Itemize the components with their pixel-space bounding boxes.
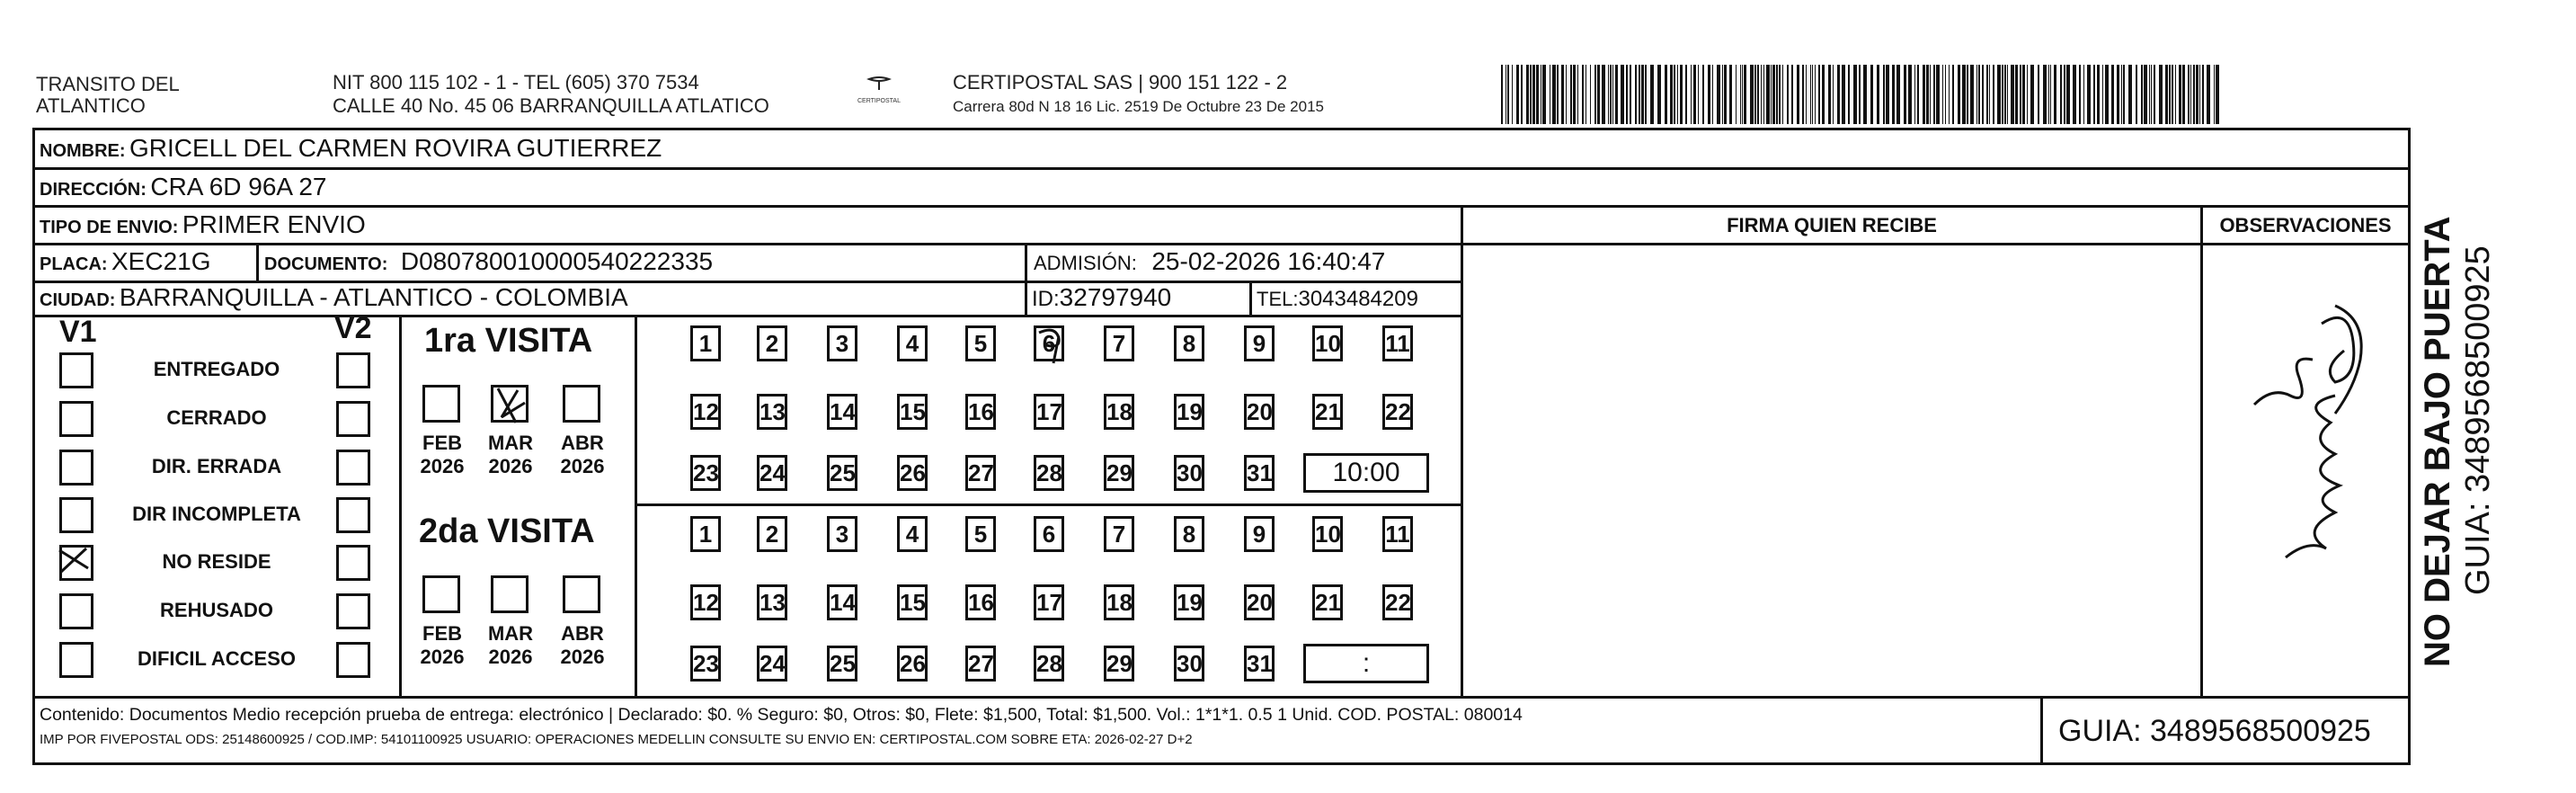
day-box[interactable]: 1: [690, 325, 721, 361]
month-year: 2026: [420, 455, 465, 477]
status-option-label: ENTREGADO: [153, 358, 280, 380]
id-label: ID:: [1032, 287, 1060, 311]
day-box[interactable]: 21: [1312, 584, 1343, 620]
documento-value: D080780010000540222335: [400, 247, 714, 275]
id-value: 32797940: [1059, 283, 1172, 311]
day-box[interactable]: 29: [1104, 455, 1134, 491]
day-box[interactable]: 7: [1104, 325, 1134, 361]
day-box[interactable]: 25: [827, 455, 857, 491]
month-year: 2026: [560, 455, 605, 477]
documento-field: [264, 245, 713, 282]
day-box[interactable]: 18: [1104, 394, 1134, 430]
org-name-line2: ATLANTICO: [36, 94, 146, 117]
month-mark: [489, 381, 534, 432]
tel-value: 3043484209: [1298, 287, 1418, 311]
month-label: [555, 622, 609, 669]
v1-label: V1: [59, 315, 97, 349]
visit-divider-v: [635, 315, 637, 696]
sig-header-bottom: [1463, 243, 2411, 245]
day-box[interactable]: 28: [1034, 646, 1064, 682]
day-box[interactable]: 21: [1312, 394, 1343, 430]
v2-checkbox[interactable]: [336, 450, 370, 486]
footer-line1: Contenido: Documentos Medio recepción prueba de entrega: electrónico | Declarado: $0. % Seguro: $0, Otros: $0, Flete: $1,500, Total: $1,500. Vol.: 1*1*1. 0.5 1 Unid. COD. POSTAL: 080014: [40, 705, 1523, 725]
month-label: [555, 432, 609, 478]
visit-title: 1ra VISITA: [424, 322, 593, 360]
status-option-label: REHUSADO: [160, 599, 273, 621]
day-box[interactable]: 14: [827, 394, 857, 430]
day-box[interactable]: 24: [757, 455, 787, 491]
day-box[interactable]: 15: [897, 394, 928, 430]
admision-field: [1034, 245, 1385, 282]
v2-label: V2: [334, 311, 372, 345]
license-line: Carrera 80d N 18 16 Lic. 2519 De Octubre 23 De 2015: [953, 98, 1324, 115]
day-box[interactable]: 5: [965, 325, 996, 361]
day-box[interactable]: 30: [1174, 455, 1204, 491]
day-box[interactable]: 29: [1104, 646, 1134, 682]
side-guia: GUIA: 3489568500925: [2459, 245, 2497, 595]
day-box[interactable]: 4: [897, 325, 928, 361]
day-box[interactable]: 23: [690, 455, 721, 491]
day-box[interactable]: 6: [1034, 325, 1064, 361]
day-box[interactable]: 10: [1312, 516, 1343, 552]
nit-line: NIT 800 115 102 - 1 - TEL (605) 370 7534: [333, 71, 699, 94]
certipostal-logo: [852, 76, 906, 105]
barcode: [1501, 65, 2229, 124]
tipo-envio-label: TIPO DE ENVIO:: [40, 218, 179, 237]
frame-top: [32, 128, 2411, 130]
day-box[interactable]: 16: [965, 394, 996, 430]
day-box[interactable]: 30: [1174, 646, 1204, 682]
day-box[interactable]: 28: [1034, 455, 1064, 491]
time-box[interactable]: :: [1303, 644, 1429, 683]
day-box[interactable]: 22: [1382, 584, 1413, 620]
admision-divider: [1025, 243, 1027, 315]
day-box[interactable]: 5: [965, 516, 996, 552]
tipo-envio-field: [40, 209, 366, 245]
direccion-value: CRA 6D 96A 27: [150, 173, 327, 200]
day-box[interactable]: 11: [1382, 325, 1413, 361]
day-box[interactable]: 24: [757, 646, 787, 682]
status-option-label: DIR INCOMPLETA: [132, 503, 301, 525]
signature-scribble: [2200, 270, 2407, 611]
documento-label: DOCUMENTO:: [264, 254, 388, 274]
day-box[interactable]: 31: [1244, 455, 1275, 491]
tel-field: [1257, 283, 1418, 318]
day-box[interactable]: 1: [690, 516, 721, 552]
day-box[interactable]: 26: [897, 646, 928, 682]
placa-field: [40, 245, 211, 282]
day-box[interactable]: 19: [1174, 584, 1204, 620]
month-name: FEB: [422, 622, 462, 645]
day-box[interactable]: 13: [757, 394, 787, 430]
firma-header: FIRMA QUIEN RECIBE: [1727, 214, 1937, 236]
nombre-label: NOMBRE:: [40, 141, 126, 161]
time-box[interactable]: 10:00: [1303, 453, 1429, 493]
frame-bottom: [32, 762, 2411, 765]
day-box[interactable]: 15: [897, 584, 928, 620]
no-dejar-warning: NO DEJAR BAJO PUERTA: [2418, 216, 2457, 667]
v2-checkbox[interactable]: [336, 401, 370, 437]
placa-divider: [256, 243, 259, 281]
day-box[interactable]: 9: [1244, 516, 1275, 552]
month-label: [415, 622, 469, 669]
row-line-2: [32, 205, 2411, 208]
month-label: [415, 432, 469, 478]
direccion-label: DIRECCIÓN:: [40, 180, 147, 200]
day-box[interactable]: 31: [1244, 646, 1275, 682]
frame-right: [2408, 128, 2411, 765]
month-checkbox[interactable]: [563, 385, 600, 423]
id-field: [1032, 281, 1171, 318]
day-box[interactable]: 17: [1034, 394, 1064, 430]
placa-label: PLACA:: [40, 254, 108, 274]
visit-divider: [635, 503, 1463, 506]
logo-text: CERTIPOSTAL: [857, 98, 901, 104]
day-box[interactable]: 18: [1104, 584, 1134, 620]
nombre-field: [40, 132, 662, 169]
day-box[interactable]: 23: [690, 646, 721, 682]
month-name: ABR: [561, 622, 604, 645]
org-name-line1: TRANSITO DEL: [36, 73, 180, 95]
month-checkbox[interactable]: [491, 575, 529, 613]
tel-divider: [1249, 281, 1252, 315]
day-box[interactable]: 8: [1174, 516, 1204, 552]
ciudad-value: BARRANQUILLA - ATLANTICO - COLOMBIA: [119, 283, 628, 311]
ciudad-label: CIUDAD:: [40, 290, 116, 310]
day-box[interactable]: 2: [757, 516, 787, 552]
v1-checkbox[interactable]: [59, 401, 93, 437]
month-label: [484, 622, 537, 669]
day-box[interactable]: 12: [690, 584, 721, 620]
direccion-field: [40, 171, 326, 208]
month-name: MAR: [487, 622, 534, 645]
frame-left: [32, 128, 35, 765]
day-box[interactable]: 7: [1104, 516, 1134, 552]
admision-value: 25-02-2026 16:40:47: [1151, 247, 1386, 275]
day-box[interactable]: 20: [1244, 394, 1275, 430]
day-box[interactable]: 3: [827, 516, 857, 552]
month-name: FEB: [422, 432, 462, 454]
v2-checkbox[interactable]: [336, 497, 370, 533]
day-box[interactable]: 27: [965, 646, 996, 682]
month-year: 2026: [488, 455, 533, 477]
day-box[interactable]: 13: [757, 584, 787, 620]
v1-checkbox[interactable]: [59, 497, 93, 533]
day-box[interactable]: 4: [897, 516, 928, 552]
day-box[interactable]: 6: [1034, 516, 1064, 552]
footer-guia-divider: [2040, 696, 2043, 762]
status-option-label: DIFICIL ACCESO: [137, 647, 296, 670]
day-mark: [1032, 322, 1071, 367]
day-box[interactable]: 14: [827, 584, 857, 620]
day-box[interactable]: 10: [1312, 325, 1343, 361]
day-box[interactable]: 12: [690, 394, 721, 430]
status-option-label: NO RESIDE: [162, 550, 271, 573]
month-year: 2026: [420, 646, 465, 668]
admision-label: ADMISIÓN:: [1034, 252, 1137, 274]
day-box[interactable]: 27: [965, 455, 996, 491]
day-box[interactable]: 22: [1382, 394, 1413, 430]
day-box[interactable]: 3: [827, 325, 857, 361]
address-line: CALLE 40 No. 45 06 BARRANQUILLA ATLATICO: [333, 94, 769, 117]
day-box[interactable]: 26: [897, 455, 928, 491]
month-year: 2026: [560, 646, 605, 668]
v1-checkbox[interactable]: [59, 642, 93, 678]
day-box[interactable]: 8: [1174, 325, 1204, 361]
day-box[interactable]: 2: [757, 325, 787, 361]
v1-checkbox[interactable]: [59, 352, 93, 388]
day-box[interactable]: 11: [1382, 516, 1413, 552]
day-box[interactable]: 16: [965, 584, 996, 620]
nombre-value: GRICELL DEL CARMEN ROVIRA GUTIERREZ: [129, 134, 662, 162]
v2-checkbox[interactable]: [336, 352, 370, 388]
tipo-envio-value: PRIMER ENVIO: [182, 210, 366, 238]
day-box[interactable]: 20: [1244, 584, 1275, 620]
status-divider: [399, 315, 402, 696]
v2-checkbox[interactable]: [336, 545, 370, 581]
observaciones-header: OBSERVACIONES: [2219, 214, 2392, 236]
day-box[interactable]: 17: [1034, 584, 1064, 620]
sig-left: [1461, 205, 1463, 696]
day-box[interactable]: 25: [827, 646, 857, 682]
v1-checkbox[interactable]: [59, 593, 93, 629]
day-box[interactable]: 19: [1174, 394, 1204, 430]
visit-title: 2da VISITA: [419, 512, 595, 550]
month-name: MAR: [487, 432, 534, 454]
day-box[interactable]: 9: [1244, 325, 1275, 361]
logo-icon: [866, 76, 893, 94]
v2-checkbox[interactable]: [336, 593, 370, 629]
status-option-label: CERRADO: [166, 406, 267, 429]
frame-bottom-table: [32, 696, 2411, 699]
company-line: CERTIPOSTAL SAS | 900 151 122 - 2: [953, 71, 1288, 94]
v2-checkbox[interactable]: [336, 642, 370, 678]
v1-checkbox[interactable]: [59, 450, 93, 486]
month-checkbox[interactable]: [422, 575, 460, 613]
month-label: [484, 432, 537, 478]
status-option-label: DIR. ERRADA: [151, 455, 282, 477]
footer-line2: IMP POR FIVEPOSTAL ODS: 25148600925 / COD.IMP: 54101100925 USUARIO: OPERACIONES MEDELLIN CONSULTE SU ENVIO EN: CERTIPOSTAL.COM SOBRE ETA: 2026-02-27 D+2: [40, 732, 1193, 747]
month-name: ABR: [561, 432, 604, 454]
month-checkbox[interactable]: [422, 385, 460, 423]
month-checkbox[interactable]: [563, 575, 600, 613]
tel-label: TEL:: [1257, 288, 1299, 310]
placa-value: XEC21G: [111, 247, 211, 275]
footer-guia: GUIA: 3489568500925: [2058, 714, 2371, 748]
month-year: 2026: [488, 646, 533, 668]
no-reside-mark: [54, 541, 99, 581]
